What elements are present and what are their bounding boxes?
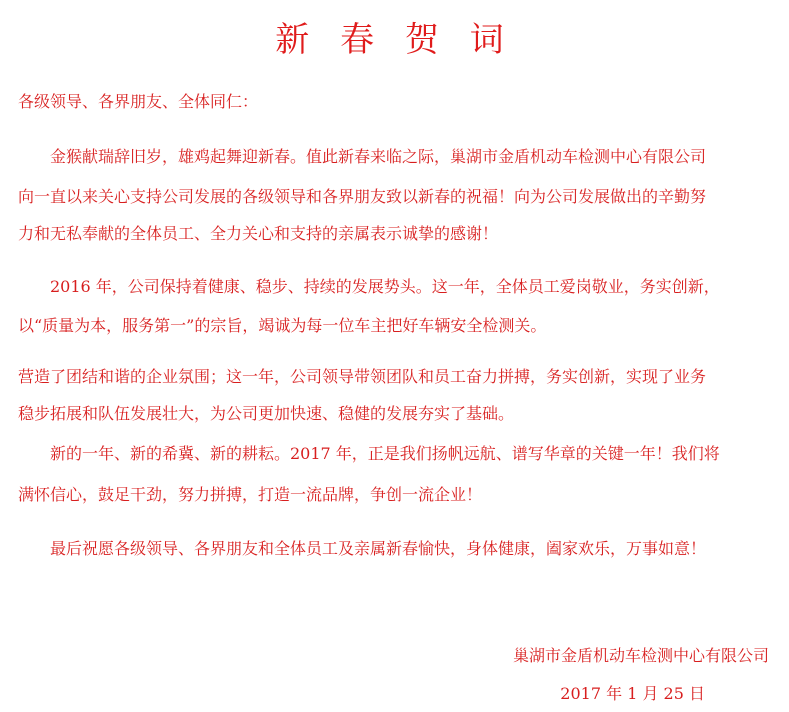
paragraph-1-line-1: 金猴献瑞辞旧岁，雄鸡起舞迎新春。值此新春来临之际，巢湖市金盾机动车检测中心有限公司 bbox=[50, 147, 707, 166]
paragraph-2-line-1: 2016 年，公司保持着健康、稳步、持续的发展势头。这一年，全体员工爱岗敬业，务实创新， bbox=[50, 277, 720, 296]
signature-date: 2017 年 1 月 25 日 bbox=[560, 684, 705, 703]
paragraph-1-line-3: 力和无私奉献的全体员工、全力关心和支持的亲属表示诚挚的感谢！ bbox=[18, 224, 499, 243]
document-title: 新 春 贺 词 bbox=[275, 20, 514, 60]
paragraph-3-line-2: 稳步拓展和队伍发展壮大，为公司更加快速、稳健的发展夯实了基础。 bbox=[18, 404, 515, 423]
signature-company: 巢湖市金盾机动车检测中心有限公司 bbox=[512, 646, 769, 665]
paragraph-3-line-1: 营造了团结和谐的企业氛围；这一年，公司领导带领团队和员工奋力拼搏，务实创新，实现了业务 bbox=[18, 367, 707, 386]
paragraph-5-line-1: 最后祝愿各级领导、各界朋友和全体员工及亲属新春愉快，身体健康，阖家欢乐，万事如意！ bbox=[50, 539, 707, 558]
paragraph-1-line-2: 向一直以来关心支持公司发展的各级领导和各界朋友致以新春的祝福！向为公司发展做出的辛勤努 bbox=[18, 187, 707, 206]
paragraph-4-line-1: 新的一年、新的希冀、新的耕耘。2017 年，正是我们扬帆远航、谱写华章的关键一年！我们将 bbox=[50, 444, 720, 463]
paragraph-4-line-2: 满怀信心，鼓足干劲，努力拼搏，打造一流品牌，争创一流企业！ bbox=[18, 485, 483, 504]
paragraph-2-line-2: 以“质量为本，服务第一”的宗旨，竭诚为每一位车主把好车辆安全检测关。 bbox=[18, 316, 547, 335]
salutation: 各级领导、各界朋友、全体同仁： bbox=[18, 92, 259, 111]
